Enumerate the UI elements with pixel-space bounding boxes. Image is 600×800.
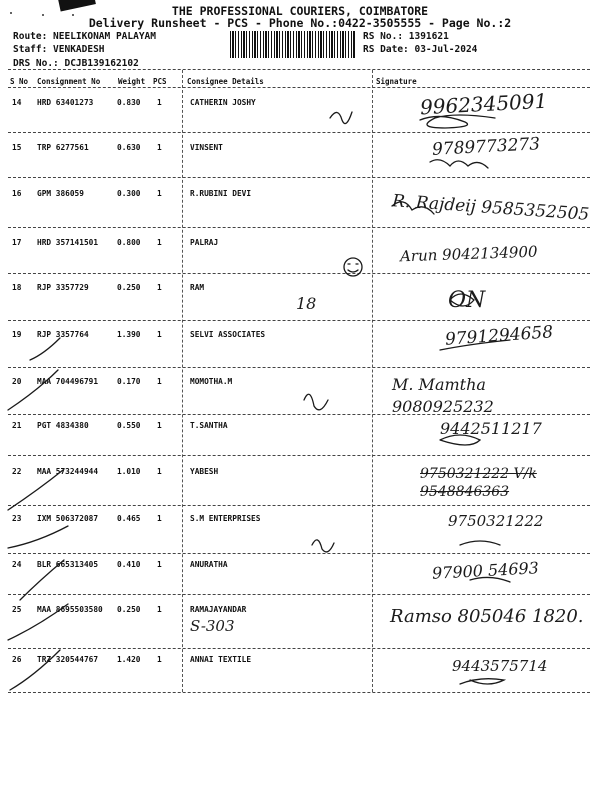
row-pcs: 1 xyxy=(157,655,162,664)
smiley-mark xyxy=(348,264,358,272)
document-subtitle: Delivery Runsheet - PCS - Phone No.:0422-3505555 - Page No.:2 xyxy=(88,16,512,30)
row-weight: 0.250 xyxy=(117,605,141,614)
row-signature: 9791294658 xyxy=(444,322,554,350)
signature-scribble xyxy=(460,679,504,684)
row-consignee: ANURATHA xyxy=(190,560,228,569)
margin-stroke xyxy=(8,604,68,640)
row-sno: 15 xyxy=(12,143,22,152)
row-weight: 0.630 xyxy=(117,143,141,152)
row-signature: 9789773273 xyxy=(431,134,541,160)
margin-stroke xyxy=(8,470,63,510)
row-signature: 9442511217 xyxy=(440,419,542,438)
row-pcs: 1 xyxy=(157,330,162,339)
rs-number: RS No.: 1391621 xyxy=(363,31,449,42)
row-signature: 97900 54693 xyxy=(431,558,540,583)
signature-scribble xyxy=(440,435,480,445)
signature-scribble xyxy=(420,115,495,128)
col-header-pcs: PCS xyxy=(153,77,167,86)
row-sno: 22 xyxy=(12,467,22,476)
row-consignment: MAA 573244944 xyxy=(37,467,99,476)
tick-mark xyxy=(304,394,328,410)
route-info: Route: NEELIKONAM PALAYAM xyxy=(13,31,156,42)
row-pcs: 1 xyxy=(157,283,162,292)
col-header-sno: S No xyxy=(10,77,29,86)
row-consignee: SELVI ASSOCIATES xyxy=(190,330,266,339)
row-consignment: TRZ 320544767 xyxy=(37,655,99,664)
row-consignment: IXM 506372087 xyxy=(37,514,99,523)
row-consignee: ANNAI TEXTILE xyxy=(190,655,252,664)
row-signature: Arun 9042134900 xyxy=(399,242,538,266)
row-consignment: GPM 386059 xyxy=(37,189,84,198)
row-consignment: RJP 3357729 xyxy=(37,283,89,292)
margin-stroke xyxy=(8,370,58,410)
row-consignee: R.RUBINI DEVI xyxy=(190,189,252,198)
signature-scribble xyxy=(430,160,488,168)
row-signature: 9443575714 xyxy=(452,657,548,675)
row-weight: 0.250 xyxy=(117,283,141,292)
row-consignment: MAA 704496791 xyxy=(37,377,99,386)
row-pcs: 1 xyxy=(157,238,162,247)
row-pcs: 1 xyxy=(157,143,162,152)
row-signature: M. Mamtha 9080925232 xyxy=(392,375,494,416)
row-consignment: HRD 357141501 xyxy=(37,238,99,247)
row-weight: 1.390 xyxy=(117,330,141,339)
row-pcs: 1 xyxy=(157,605,162,614)
signature-scribble xyxy=(392,202,434,214)
col-header-weight: Weight xyxy=(118,77,146,86)
row-sno: 17 xyxy=(12,238,22,247)
row-signature: 9750321222 V/k 9548846363 xyxy=(420,466,537,500)
row-consignee: RAM xyxy=(190,283,205,292)
row-consignee: VINSENT xyxy=(190,143,223,152)
row-signature: 9962345091 xyxy=(419,88,548,120)
row-weight: 1.010 xyxy=(117,467,141,476)
row-weight: 0.410 xyxy=(117,560,141,569)
margin-stroke xyxy=(20,560,64,600)
row-consignee: CATHERIN JOSHY xyxy=(190,98,256,107)
row-pcs: 1 xyxy=(157,421,162,430)
col-header-consignee: Consignee Details xyxy=(187,77,264,86)
row-signature: 9750321222 xyxy=(448,512,544,530)
margin-stroke xyxy=(8,526,68,548)
signature-scribble xyxy=(450,294,474,306)
tick-mark xyxy=(330,112,352,124)
row-pcs: 1 xyxy=(157,467,162,476)
col-header-signature: Signature xyxy=(376,77,417,86)
row-sno: 21 xyxy=(12,421,22,430)
row-weight: 0.465 xyxy=(117,514,141,523)
signature-scribble xyxy=(440,340,510,350)
row-consignment: PGT 4834380 xyxy=(37,421,89,430)
row-consignment: TRP 6277561 xyxy=(37,143,89,152)
row-sno: 24 xyxy=(12,560,22,569)
row-signature: ON xyxy=(448,288,486,313)
row-consignee: S.M ENTERPRISES xyxy=(190,514,261,523)
row-sno: 20 xyxy=(12,377,22,386)
row-weight: 0.550 xyxy=(117,421,141,430)
rs-date: RS Date: 03-Jul-2024 xyxy=(363,44,478,55)
row-sno: 25 xyxy=(12,605,22,614)
row-consignment: BLR 665313405 xyxy=(37,560,99,569)
row-weight: 0.830 xyxy=(117,98,141,107)
row-consignee: MOMOTHA.M xyxy=(190,377,233,386)
row-pcs: 1 xyxy=(157,98,162,107)
row-consignee: T.SANTHA xyxy=(190,421,228,430)
col-header-consignment: Consignment No xyxy=(37,77,101,86)
row-consignment: HRD 63401273 xyxy=(37,98,94,107)
row-pcs: 1 xyxy=(157,189,162,198)
row-consignee: YABESH xyxy=(190,467,219,476)
signature-scribble xyxy=(470,577,510,582)
row-pcs: 1 xyxy=(157,377,162,386)
consignee-note: S-303 xyxy=(190,617,235,635)
staff-info: Staff: VENKADESH xyxy=(13,44,105,55)
row-sno: 18 xyxy=(12,283,22,292)
row-sno: 26 xyxy=(12,655,22,664)
document-title: THE PROFESSIONAL COURIERS, COIMBATORE xyxy=(171,4,429,18)
row-signature: R. Rajdeij 9585352505 xyxy=(391,191,590,225)
row-weight: 0.300 xyxy=(117,189,141,198)
row-consignee: RAMAJAYANDAR xyxy=(190,605,247,614)
row-pcs: 1 xyxy=(157,560,162,569)
row-weight: 0.170 xyxy=(117,377,141,386)
row-pcs: 1 xyxy=(157,514,162,523)
margin-number: 18 xyxy=(296,294,317,313)
row-sno: 23 xyxy=(12,514,22,523)
row-weight: 0.800 xyxy=(117,238,141,247)
smiley-mark xyxy=(344,258,362,276)
row-sno: 14 xyxy=(12,98,22,107)
row-consignment: MAA 8695503580 xyxy=(37,605,103,614)
row-sno: 16 xyxy=(12,189,22,198)
margin-stroke xyxy=(10,650,60,690)
drs-number: DRS No.: DCJB139162102 xyxy=(13,58,139,69)
row-consignee: PALRAJ xyxy=(190,238,219,247)
signature-scribble xyxy=(460,541,500,545)
row-weight: 1.420 xyxy=(117,655,141,664)
tick-mark xyxy=(312,540,334,552)
row-consignment: RJP 3357764 xyxy=(37,330,89,339)
margin-stroke xyxy=(30,338,60,360)
row-signature: Ramso 805046 1820. xyxy=(390,606,584,627)
row-sno: 19 xyxy=(12,330,22,339)
